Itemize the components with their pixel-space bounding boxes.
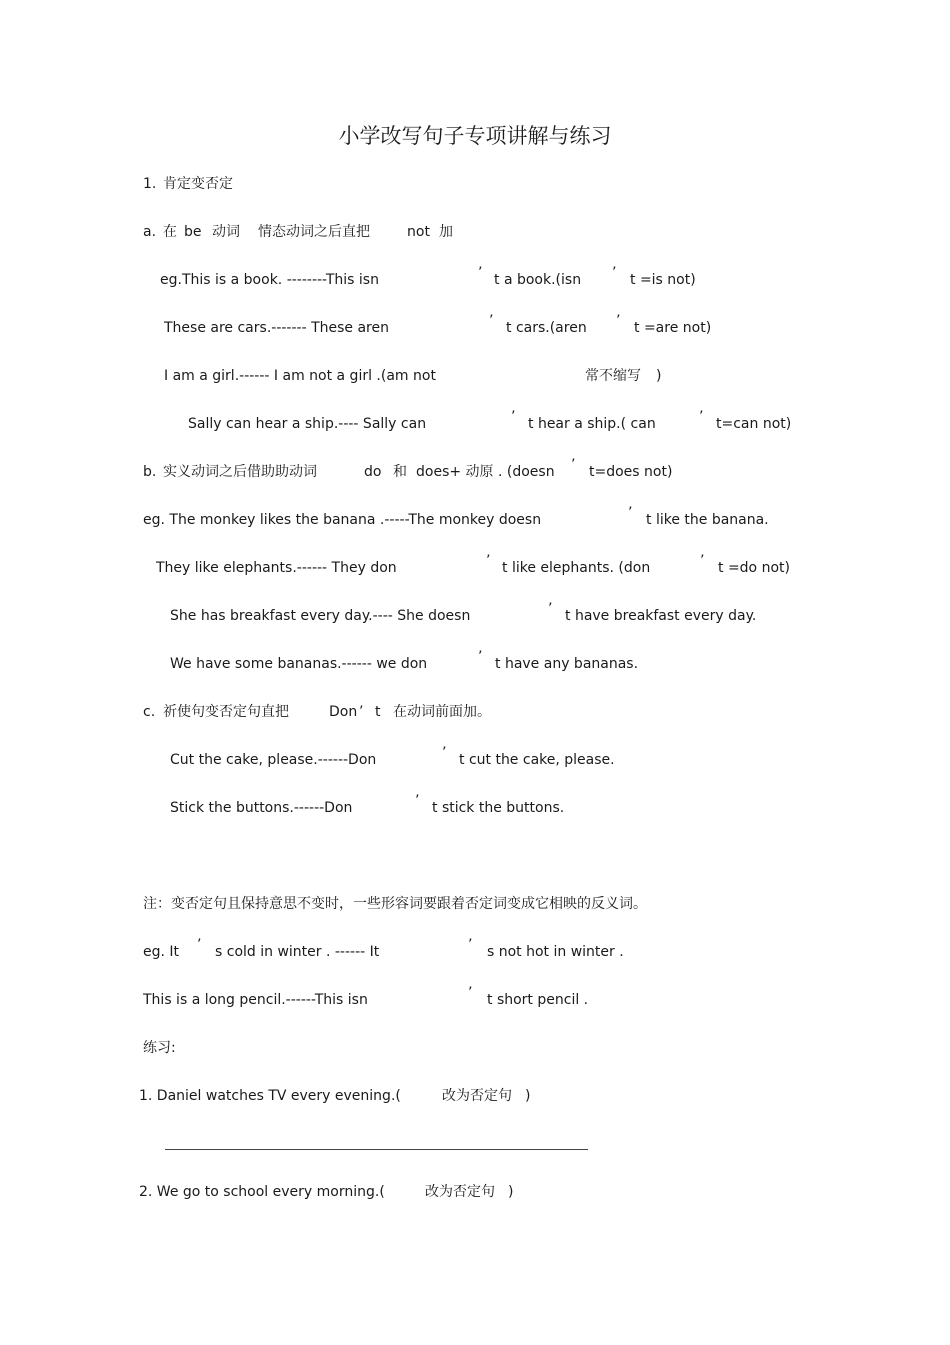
apostrophe: ’	[442, 745, 447, 761]
example-text: Stick the buttons.------Don	[170, 800, 353, 816]
rule-text: 加	[439, 224, 453, 240]
example-text: t short pencil .	[487, 992, 589, 1008]
example-text: 常不缩写	[585, 368, 641, 384]
rule-text: 在	[163, 224, 177, 240]
rule-text: 和	[393, 464, 407, 480]
apostrophe: ’	[699, 409, 704, 425]
rule-text: does+ 动原 . (doesn	[416, 464, 555, 480]
apostrophe: ’	[468, 985, 473, 1001]
example-text: t=can not)	[716, 416, 792, 432]
apostrophe: ’	[612, 265, 617, 281]
example-text: t cars.(aren	[506, 320, 587, 336]
question-text: 1. Daniel watches TV every evening.(	[139, 1088, 401, 1104]
note-line: 注：变否定句且保持意思不变时，一些形容词要跟着否定词变成它相映的反义词。	[143, 896, 647, 912]
rule-text: do	[364, 464, 382, 480]
rule-text: t=does not)	[589, 464, 673, 480]
example-text: t hear a ship.( can	[528, 416, 656, 432]
apostrophe: ’	[478, 649, 483, 665]
example-text: I am a girl.------ I am not a girl .(am not	[164, 368, 436, 384]
apostrophe: ’	[571, 457, 576, 473]
example-text: t cut the cake, please.	[459, 752, 615, 768]
example-text: s not hot in winter .	[487, 944, 624, 960]
example-text: Sally can hear a ship.---- Sally can	[188, 416, 427, 432]
example-text: t have any bananas.	[495, 656, 639, 672]
example-text: Cut the cake, please.------Don	[170, 752, 377, 768]
example-text: These are cars.------- These aren	[164, 320, 389, 336]
question-instruction: 改为否定句	[425, 1184, 495, 1200]
example-text: t stick the buttons.	[432, 800, 565, 816]
apostrophe: ’	[616, 313, 621, 329]
page-title: 小学改写句子专项讲解与练习	[338, 124, 612, 148]
apostrophe: ’	[468, 937, 473, 953]
answer-line[interactable]	[165, 1149, 588, 1150]
apostrophe: ’	[489, 313, 494, 329]
example-text: t =do not)	[718, 560, 790, 576]
rule-letter: a.	[143, 224, 157, 240]
apostrophe: ’	[486, 553, 491, 569]
apostrophe: ’	[511, 409, 516, 425]
example-text: t like elephants. (don	[502, 560, 651, 576]
rule-letter: b.	[143, 464, 157, 480]
section-number: 1.	[143, 176, 157, 192]
example-text: t a book.(isn	[494, 272, 582, 288]
example-text: eg.This is a book. --------This isn	[160, 272, 379, 288]
example-text: t =is not)	[630, 272, 696, 288]
question-text: )	[525, 1088, 531, 1104]
example-text: s cold in winter . ------ It	[215, 944, 380, 960]
rule-text: 动词	[212, 224, 240, 240]
practice-heading: 练习:	[143, 1040, 176, 1056]
example-text: t like the banana.	[646, 512, 769, 528]
example-text: This is a long pencil.------This isn	[143, 992, 368, 1008]
apostrophe: ’	[548, 601, 553, 617]
example-text: She has breakfast every day.---- She doesn	[170, 608, 471, 624]
example-text: t have breakfast every day.	[565, 608, 757, 624]
example-text: We have some bananas.------ we don	[170, 656, 428, 672]
apostrophe: ’	[359, 704, 364, 720]
rule-text: t	[375, 704, 381, 720]
apostrophe: ’	[628, 505, 633, 521]
example-text: They like elephants.------ They don	[156, 560, 397, 576]
rule-text: 实义动词之后借助助动词	[163, 464, 317, 480]
example-text: t =are not)	[634, 320, 712, 336]
apostrophe: ’	[197, 937, 202, 953]
example-text: )	[656, 368, 662, 384]
rule-text: not	[407, 224, 430, 240]
rule-text: 祈使句变否定句直把	[163, 704, 289, 720]
rule-text: 在动词前面加。	[393, 704, 491, 720]
example-text: eg. It	[143, 944, 180, 960]
question-instruction: 改为否定句	[442, 1088, 512, 1104]
apostrophe: ’	[415, 793, 420, 809]
example-text: eg. The monkey likes the banana .-----The monkey doesn	[143, 512, 542, 528]
question-text: 2. We go to school every morning.(	[139, 1184, 385, 1200]
rule-text: 情态动词之后直把	[258, 224, 370, 240]
apostrophe: ’	[478, 265, 483, 281]
question-text: )	[508, 1184, 514, 1200]
apostrophe: ’	[700, 553, 705, 569]
rule-letter: c.	[143, 704, 156, 720]
rule-text: Don	[329, 704, 358, 720]
rule-text: be	[184, 224, 202, 240]
section-title: 肯定变否定	[163, 176, 233, 192]
